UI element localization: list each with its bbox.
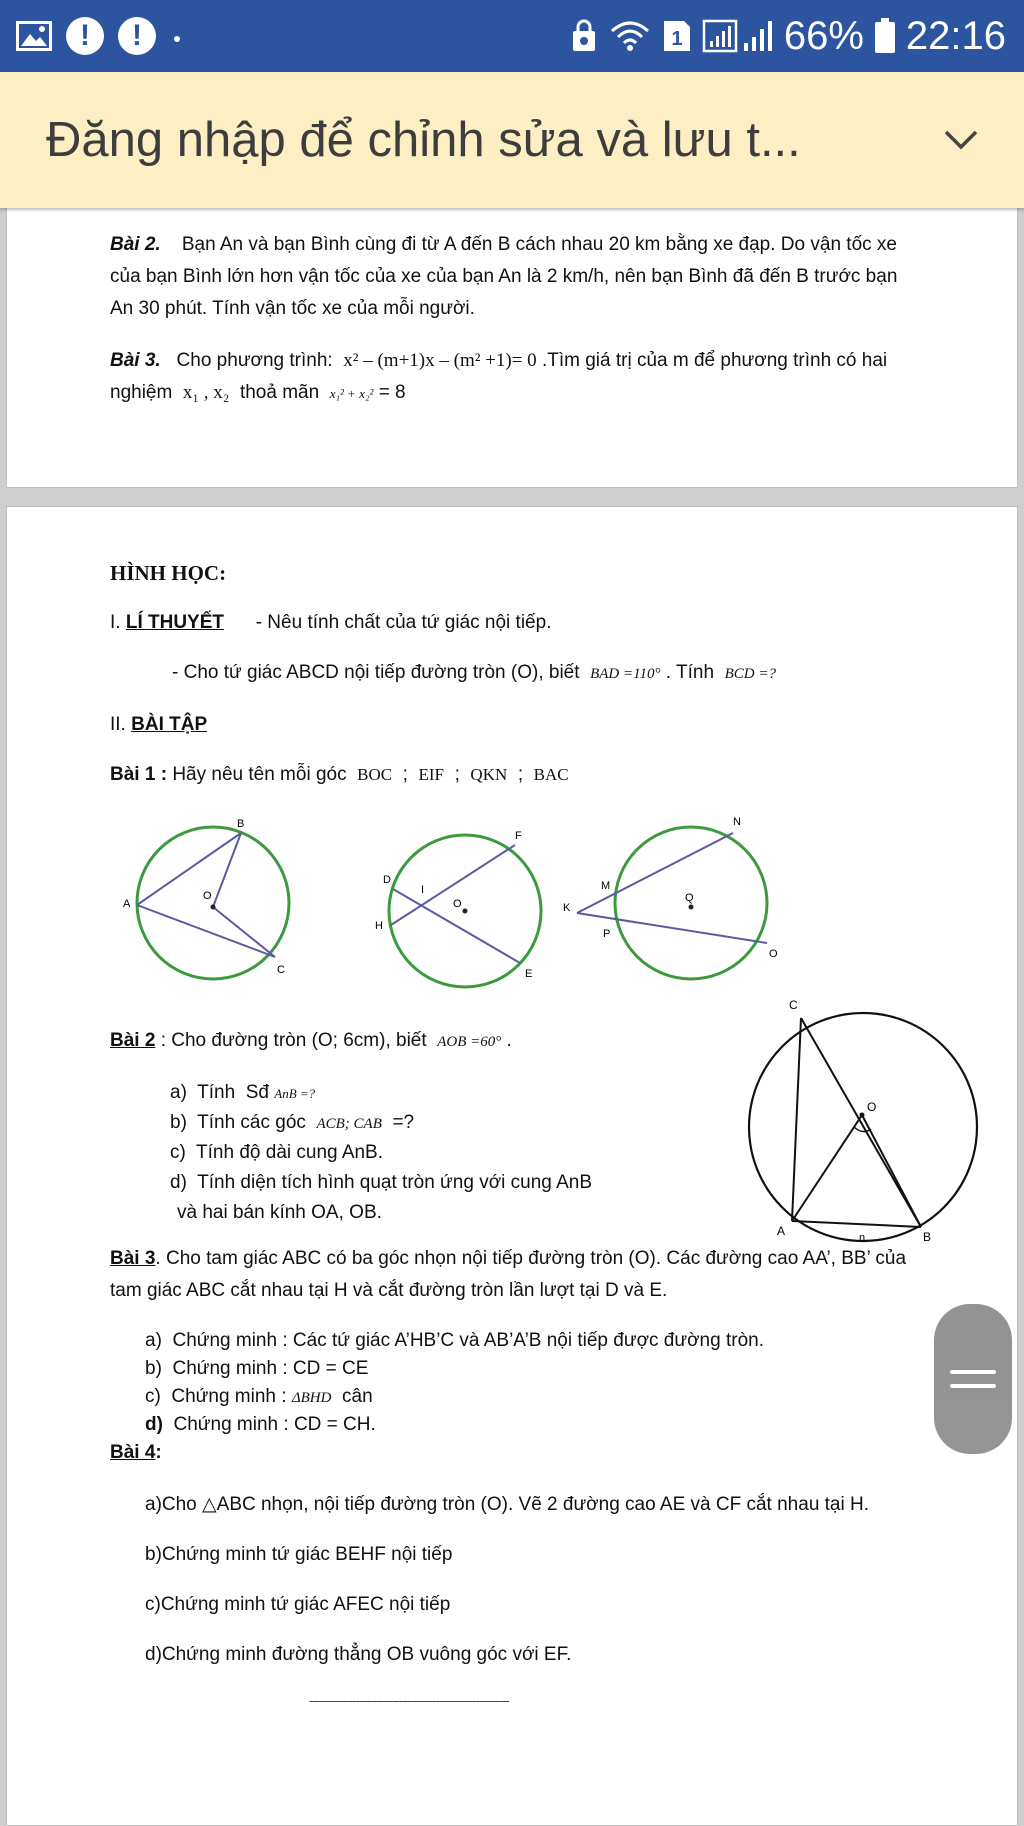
scroll-handle[interactable]	[934, 1304, 1012, 1454]
problem-text: thoả mãn	[239, 382, 320, 403]
bai2-item-d	[170, 1167, 592, 1199]
item-text: Chứng minh : Các tứ giác A’HB’C và AB’A’B nội tiếp được đường tròn.	[172, 1330, 764, 1351]
exercise-colon: :	[155, 1442, 162, 1463]
segment-cb	[801, 1018, 921, 1227]
angle-name: BOC	[357, 765, 393, 784]
exercise-text: : Cho đường tròn (O; 6cm), biết	[160, 1030, 427, 1051]
point-label: C	[789, 998, 798, 1012]
segment-ca	[792, 1018, 801, 1221]
chevron-down-icon[interactable]	[926, 105, 996, 175]
exercise-label: Bài 2	[110, 1030, 156, 1051]
problem-text: .Tìm giá trị của m để phương trình có hai	[541, 350, 888, 371]
angle-name: BAC	[533, 765, 569, 784]
item-text: và hai bán kính OA, OB.	[177, 1202, 382, 1223]
radius-ob	[862, 1115, 921, 1227]
banner-title: Đăng nhập để chỉnh sửa và lưu t...	[46, 113, 801, 167]
item-label: b)	[170, 1112, 187, 1133]
bai2-item-c	[170, 1137, 383, 1169]
arc-label: n	[859, 1232, 866, 1244]
point-label: F	[515, 830, 522, 842]
separator-line: ------------------------------------------------------------	[309, 1693, 509, 1708]
item-text: Tính diện tích hình quạt tròn ứng với cung AnB	[197, 1172, 592, 1193]
angle-names: ACB; CAB	[316, 1116, 382, 1132]
condition-lhs: x₁² + x₂²	[329, 386, 374, 401]
point-label: C	[277, 964, 285, 976]
lock-recycle-icon	[570, 19, 598, 53]
item-text: Chứng minh : CD = CH.	[173, 1414, 376, 1435]
dot-icon	[170, 29, 184, 43]
point-label: E	[525, 968, 533, 980]
arc-value: AnB =?	[274, 1086, 316, 1101]
center-point	[689, 905, 694, 910]
alert-icon: !	[66, 17, 104, 55]
radius	[213, 833, 241, 907]
separator: ;	[454, 764, 460, 785]
equation: x² – (m+1)x – (m² +1)= 0	[343, 350, 537, 371]
angle-value: AOB =60°	[437, 1034, 502, 1050]
angle-name: QKN	[470, 765, 508, 784]
section-label: LÍ THUYẾT	[125, 612, 225, 633]
item-label: a)	[170, 1082, 187, 1103]
image-icon	[16, 21, 52, 51]
point-label: A	[123, 898, 131, 910]
bai4-item-a: a)Cho △ABC nhọn, nội tiếp đường tròn (O). Vẽ 2 đường cao AE và CF cắt nhau tại H.	[145, 1494, 870, 1515]
roots: x₁ , x₂	[182, 382, 230, 403]
angle-question: BCD =?	[724, 666, 776, 682]
problem-text: của bạn Bình lớn hơn vận tốc của xe của bạn An là 2 km/h, nên bạn Bình đã đến B trước bạn	[110, 266, 898, 287]
exercise-label: Bài 1 :	[110, 764, 168, 785]
grip-line	[950, 1384, 996, 1388]
item-text: Tính độ dài cung AnB.	[196, 1142, 384, 1163]
point-label: O	[203, 890, 212, 902]
section-heading: HÌNH HỌC:	[110, 561, 227, 585]
chord	[137, 833, 241, 905]
center-point	[463, 909, 468, 914]
condition-rhs: = 8	[378, 382, 406, 403]
exercise-bai2	[110, 1025, 512, 1058]
item-label: c)	[170, 1142, 186, 1163]
problem-bai3-line2	[110, 377, 406, 410]
point-label: O	[867, 1100, 877, 1114]
theory-text: - Cho tứ giác ABCD nội tiếp đường tròn (O), biết	[172, 662, 580, 683]
section-number: I.	[110, 612, 121, 633]
problem-text: Bạn An và bạn Bình cùng đi từ A đến B cách nhau 20 km bằng xe đạp. Do vận tốc xe	[181, 234, 897, 255]
item-label: d)	[145, 1414, 163, 1435]
signal-icon	[702, 19, 774, 53]
grip-line	[950, 1370, 996, 1374]
problem-label: Bài 3.	[110, 350, 161, 371]
bai2-item-a	[170, 1077, 315, 1110]
bai4-item-d: d)Chứng minh đường thẳng OB vuông góc với EF.	[145, 1644, 572, 1665]
problem-label: Bài 2.	[110, 234, 161, 255]
item-text: Tính	[197, 1082, 236, 1103]
point-label: I	[421, 884, 425, 896]
center-point	[860, 1113, 865, 1118]
bai4-item-c: c)Chứng minh tứ giác AFEC nội tiếp	[145, 1594, 451, 1615]
document-page-2	[6, 506, 1018, 1826]
exercise-text: Hãy nêu tên mỗi góc	[172, 764, 347, 785]
svg-text:1: 1	[671, 28, 683, 50]
radius-oa	[792, 1115, 862, 1221]
document-page-1	[6, 200, 1018, 488]
bai2-item-b	[170, 1107, 414, 1140]
radius	[213, 907, 275, 957]
alert-icon: !	[118, 17, 156, 55]
item-text: Tính các góc	[197, 1112, 306, 1133]
problem-bai3	[110, 345, 887, 377]
point-label: P	[603, 928, 611, 940]
circle	[137, 827, 289, 979]
bai4-item-b: b)Chứng minh tứ giác BEHF nội tiếp	[145, 1544, 453, 1565]
angle-value: BAD =110°	[590, 666, 661, 682]
exercise-text: tam giác ABC cắt nhau tại H và cắt đường tròn lần lượt tại D và E.	[110, 1280, 668, 1301]
exercise-text: .	[506, 1030, 512, 1051]
theory-text: . Tính	[665, 662, 715, 683]
theory-item: - Nêu tính chất của tứ giác nội tiếp.	[255, 612, 552, 633]
point-label: Q	[685, 892, 694, 904]
battery-icon	[874, 18, 896, 54]
angle-name: EIF	[418, 765, 445, 784]
point-label: H	[375, 920, 383, 932]
exercise-label: Bài 4	[110, 1442, 156, 1463]
figure-eif	[375, 830, 541, 987]
item-label: d)	[170, 1172, 187, 1193]
bai3-item-d	[145, 1409, 376, 1441]
center-point	[211, 905, 216, 910]
point-label: O	[769, 948, 778, 960]
clock: 22:16	[905, 13, 1006, 58]
segment-ab	[792, 1221, 921, 1227]
item-text: =?	[392, 1112, 415, 1133]
point-label: M	[601, 880, 611, 892]
section-label: BÀI TẬP	[131, 714, 208, 735]
point-label: B	[923, 1230, 932, 1244]
exercise-text: . Cho tam giác ABC có ba góc nhọn nội tiếp đường tròn (O). Các đường cao AA’, BB’ của	[155, 1248, 907, 1269]
point-label: D	[383, 874, 391, 886]
sim-icon	[662, 19, 692, 53]
sign-in-banner[interactable]	[0, 72, 1024, 208]
problem-bai2	[110, 229, 990, 261]
item-text: Chứng minh :	[171, 1386, 287, 1407]
battery-percent: 66%	[783, 13, 864, 58]
figure-bai2	[735, 995, 985, 1245]
point-label: A	[777, 1224, 786, 1238]
wifi-icon	[608, 19, 652, 53]
point-label: N	[733, 816, 741, 828]
figure-qkn	[563, 816, 778, 979]
item-text: Sđ	[245, 1082, 269, 1103]
exercises-heading	[110, 709, 207, 741]
secant	[577, 833, 733, 913]
item-label: c)	[145, 1386, 161, 1407]
problem-text: An 30 phút. Tính vận tốc xe của mỗi người.	[110, 298, 475, 319]
theory-item-2	[172, 657, 776, 690]
separator: ;	[402, 764, 408, 785]
problem-text: nghiệm	[110, 382, 173, 403]
exercise-bai1	[110, 759, 569, 791]
figure-boc	[123, 818, 289, 979]
point-label: B	[237, 818, 245, 830]
item-label: a)	[145, 1330, 162, 1351]
chord	[137, 905, 275, 957]
figures-bai1	[97, 807, 797, 1007]
status-bar	[0, 0, 1024, 72]
point-label: K	[563, 902, 571, 914]
section-number: II.	[110, 714, 126, 735]
exercise-label: Bài 3	[110, 1248, 156, 1269]
problem-text: Cho phương trình:	[176, 350, 333, 371]
item-label: b)	[145, 1358, 162, 1379]
triangle-name: ΔBHD	[291, 1390, 332, 1406]
point-label: O	[453, 898, 462, 910]
exercise-bai4	[110, 1437, 162, 1469]
item-text: cân	[342, 1386, 373, 1407]
item-text: Chứng minh : CD = CE	[172, 1358, 369, 1379]
separator: ;	[517, 764, 524, 785]
theory-heading	[110, 607, 551, 639]
exercise-bai3	[110, 1243, 906, 1275]
